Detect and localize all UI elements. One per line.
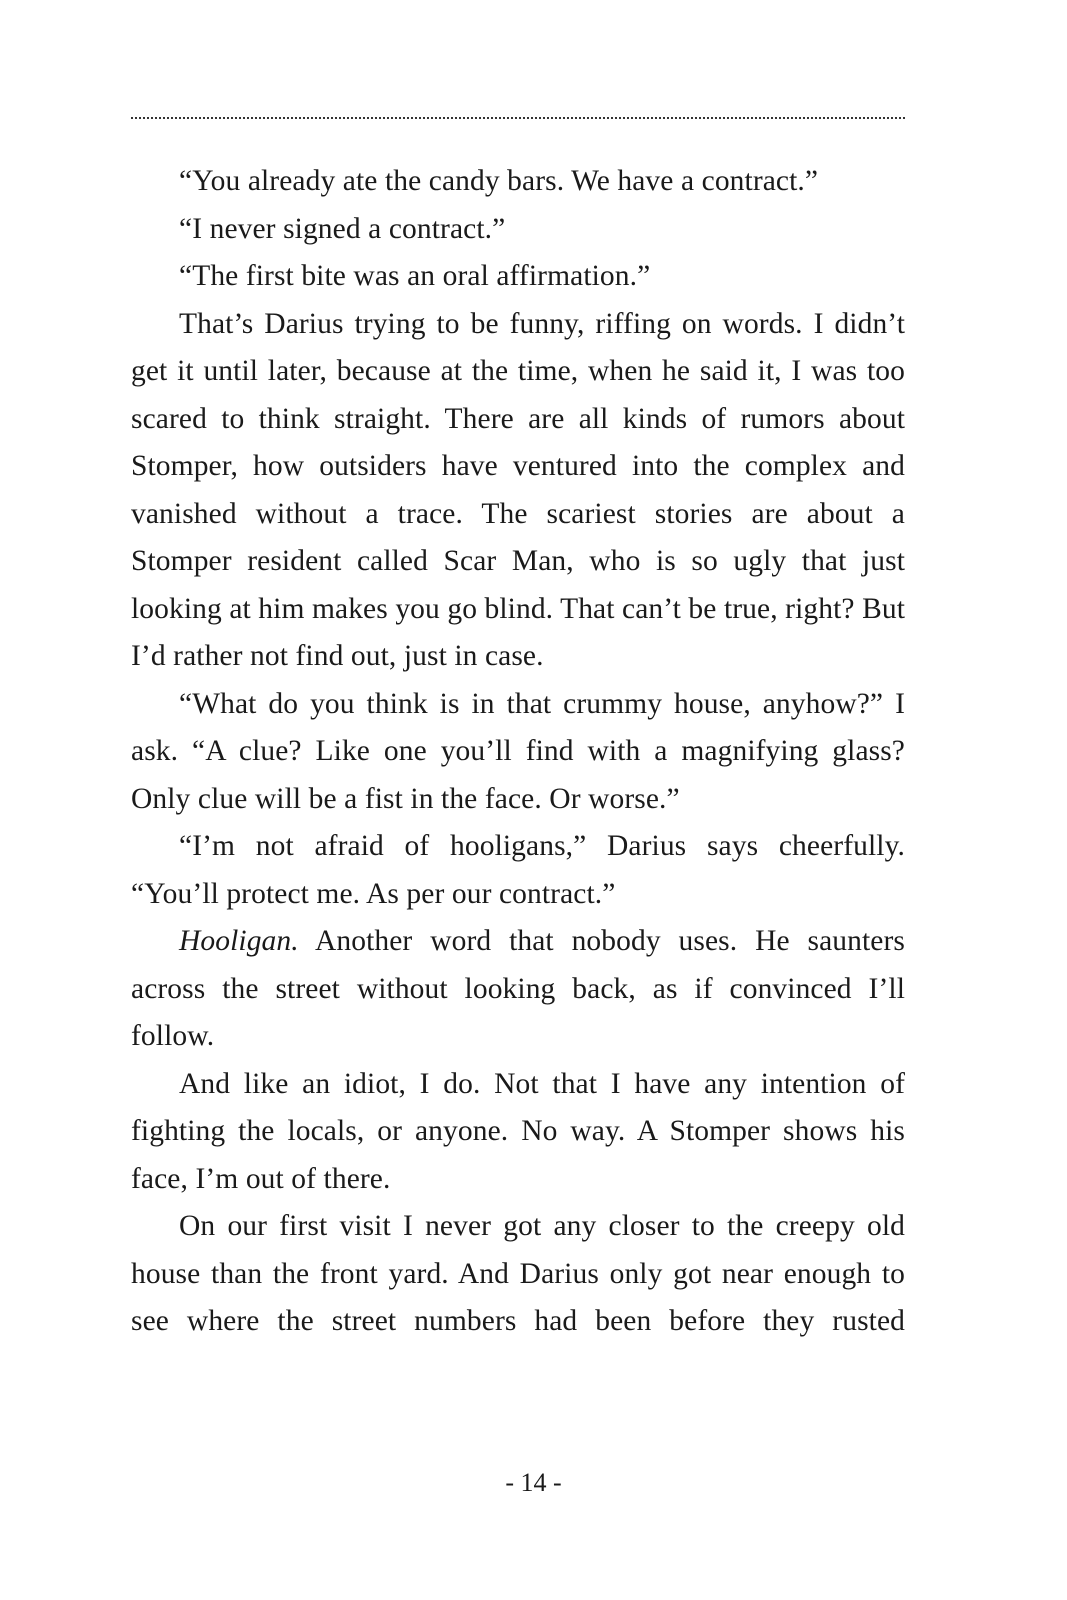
paragraph-3: “The first bite was an oral affirmation.” xyxy=(179,260,651,292)
page-number: - 14 - xyxy=(505,1468,562,1497)
paragraph-9: On our first visit I never got any closer to the creepy old house than the front yard. And Darius only got near enough to see where the street numbers had been before they rusted xyxy=(131,1210,905,1337)
paragraph-5: “What do you think is in that crummy house, anyhow?” I ask. “A clue? Like one you’ll find with a magnifying glass? Only clue will be a fist in the face. Or worse.” xyxy=(131,687,905,815)
paragraph-4: That’s Darius trying to be funny, riffing on words. I didn’t get it until later, because at the time, when he said it, I was too scared to think straight. There are all kinds of rumors about Stomper, how outsiders have ventured into the complex and vanished without a trace. The scariest stories are about a Stomper resident called Scar Man, who is so ugly that just looking at him makes you go blind. That can’t be true, right? But I’d rather not find out, just in case. xyxy=(131,307,905,672)
paragraph-2: “I never signed a contract.” xyxy=(179,212,506,245)
header-dotted-rule xyxy=(131,117,905,119)
paragraph-8: And like an idiot, I do. Not that I have any intention of fighting the locals, or anyone. No way. A Stomper shows his face, I’m out of there. xyxy=(131,1067,905,1195)
paragraph-1: “You already ate the candy bars. We have a contract.” xyxy=(179,165,819,197)
italic-word: Hooligan. xyxy=(179,925,299,957)
paragraph-7-text: Another word that nobody uses. He saunters across the street without looking back, as if convinced I’ll follow. xyxy=(131,925,905,1052)
body-text xyxy=(131,158,905,1346)
paragraph-7 xyxy=(131,918,905,1061)
paragraph-6: “I’m not afraid of hooligans,” Darius says cheerfully. “You’ll protect me. As per our contract.” xyxy=(131,830,905,910)
